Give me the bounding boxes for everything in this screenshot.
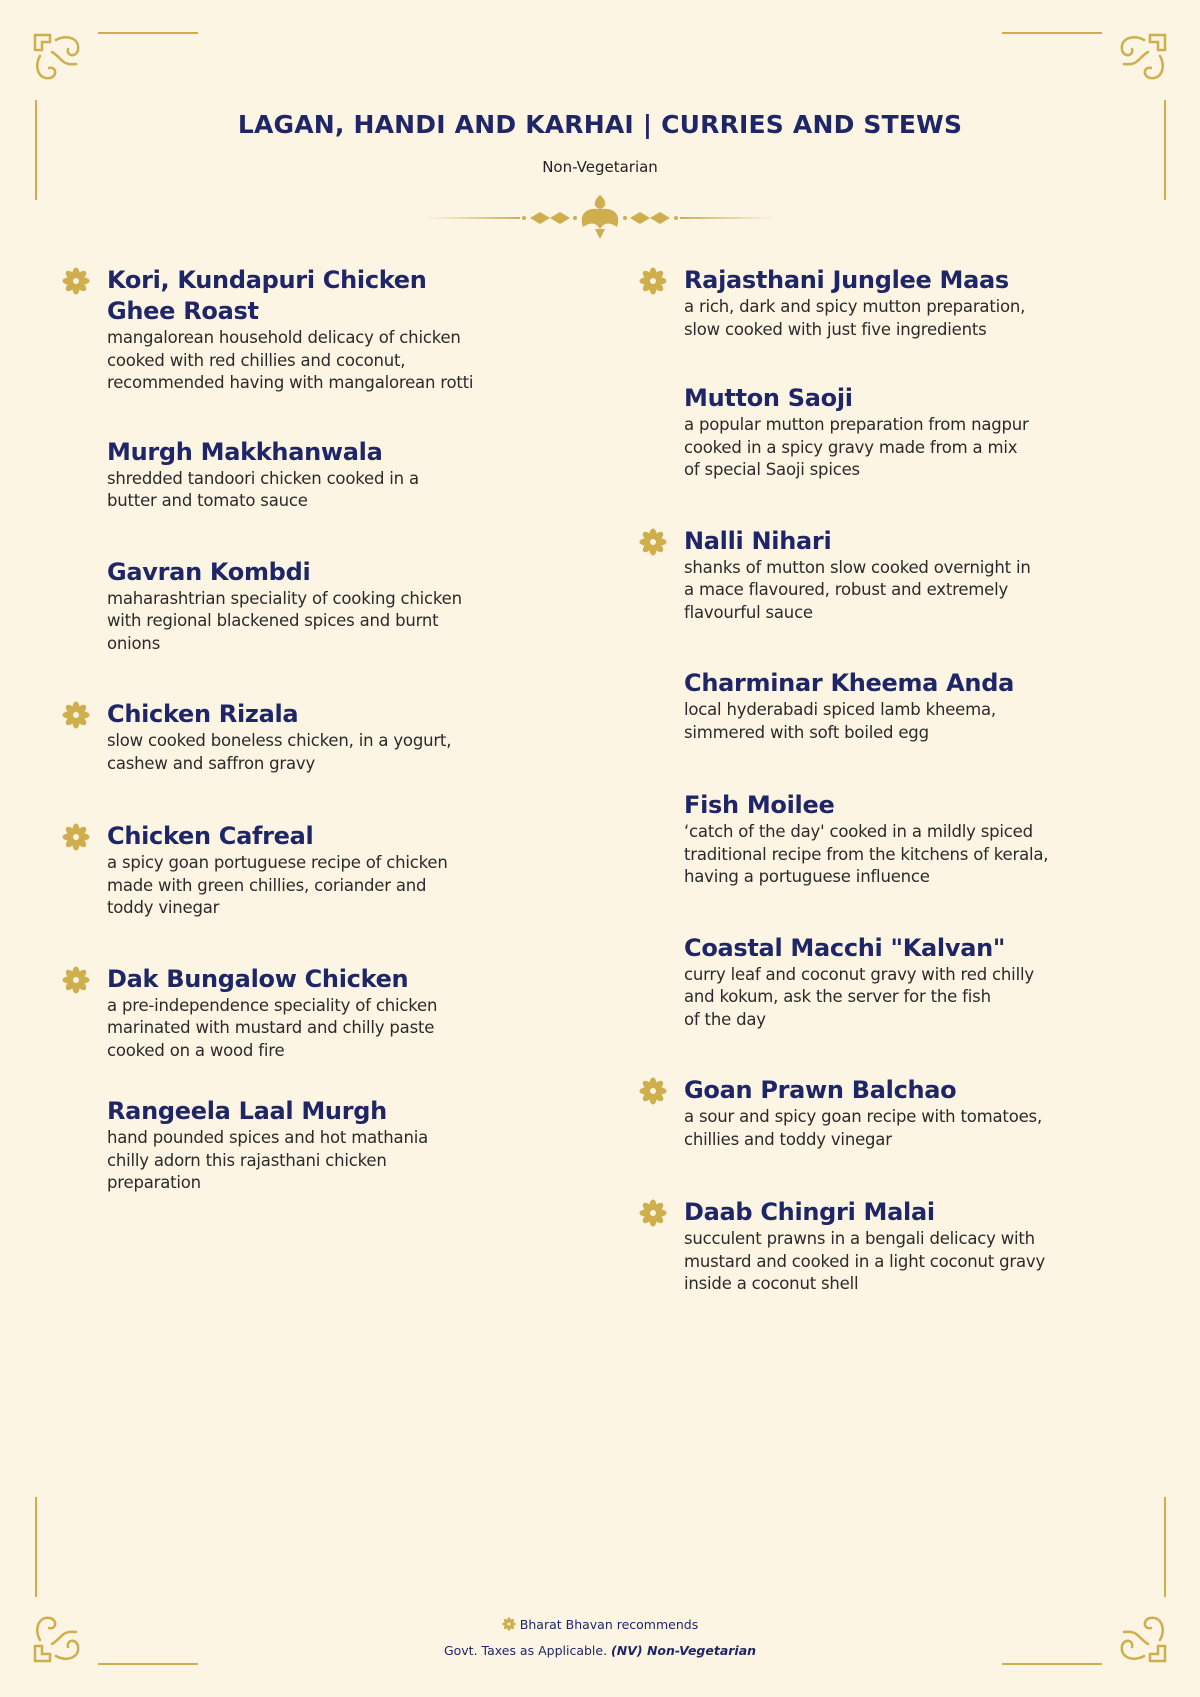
page-title: LAGAN, HANDI AND KARHAI | CURRIES AND STEWS (237, 110, 963, 139)
menu-column-right (684, 265, 1104, 1296)
menu-item-chicken-cafreal (107, 821, 527, 920)
menu-item-name: Goan Prawn Balchao (684, 1076, 957, 1104)
menu-item-description: maharashtrian speciality of cooking chicken with regional blackened spices and burnt onions (107, 588, 462, 653)
menu-item-description: ‘catch of the day' cooked in a mildly spiced traditional recipe from the kitchens of kerala, having a portuguese influence (684, 822, 1049, 886)
menu-item-name: Chicken Rizala (107, 700, 299, 728)
menu-item-name: Chicken Cafreal (107, 822, 314, 850)
menu-item-coastal-macchi-kalvan (684, 933, 1104, 1032)
menu-item-name: Coastal Macchi "Kalvan" (684, 933, 1006, 962)
frame-top-right-line (1002, 32, 1102, 34)
menu-item-description: a rich, dark and spicy mutton preparation, slow cooked with just five ingredients (684, 297, 1026, 339)
recommend-flower-icon (639, 1077, 667, 1105)
frame-top-left-line (98, 32, 198, 34)
frame-left-lower-line (35, 1497, 37, 1597)
menu-item-name: Murgh Makkhanwala (107, 437, 383, 466)
menu-item-description: a pre-independence speciality of chicken marinated with mustard and chilly paste cooked on a wood fire (107, 995, 438, 1060)
menu-item-name: Mutton Saoji (684, 384, 853, 412)
ornamental-divider-icon (425, 193, 775, 241)
recommend-flower-icon (62, 823, 90, 851)
menu-item-goan-prawn-balchao (684, 1075, 1104, 1151)
menu-item-description: slow cooked boneless chicken, in a yogurt, cashew and saffron gravy (107, 731, 452, 773)
menu-item-fish-moilee (684, 790, 1104, 889)
menu-item-name: Dak Bungalow Chicken (107, 964, 409, 993)
menu-item-description: a sour and spicy goan recipe with tomatoes, chillies and toddy vinegar (684, 1107, 1042, 1149)
tax-note-line (0, 1643, 1200, 1658)
menu-item-name: Kori, Kundapuri Chicken Ghee Roast (107, 266, 427, 325)
menu-item-description: a popular mutton preparation from nagpur cooked in a spicy gravy made from a mix of special Saoji spices (684, 415, 1029, 479)
menu-column-left (107, 265, 527, 1195)
menu-item-gavran-kombdi (107, 557, 527, 656)
corner-ornament-icon (1114, 32, 1168, 86)
recommend-flower-icon (639, 267, 667, 295)
frame-bottom-right-line (1002, 1663, 1102, 1665)
menu-item-name: Charminar Kheema Anda (684, 669, 1014, 697)
recommend-flower-icon (62, 267, 90, 295)
nv-legend: (NV) Non-Vegetarian (611, 1643, 757, 1658)
menu-item-description: curry leaf and coconut gravy with red chilly and kokum, ask the server for the fish of the day (684, 964, 1034, 1029)
menu-item-chicken-rizala (107, 699, 527, 775)
corner-ornament-icon (32, 32, 86, 86)
frame-bottom-left-line (98, 1663, 198, 1665)
menu-item-description: shredded tandoori chicken cooked in a butter and tomato sauce (107, 468, 419, 510)
recommend-flower-icon (639, 1199, 667, 1227)
menu-item-description: local hyderabadi spiced lamb kheema, simmered with soft boiled egg (684, 700, 996, 742)
menu-item-nalli-nihari (684, 526, 1104, 625)
menu-item-name: Gavran Kombdi (107, 557, 311, 586)
menu-item-name: Daab Chingri Malai (684, 1198, 935, 1226)
recommend-flower-icon (639, 528, 667, 556)
menu-item-kori-kundapuri-chicken-ghee-roast (107, 265, 527, 395)
menu-item-rajasthani-junglee-maas (684, 265, 1104, 341)
frame-right-lower-line (1164, 1497, 1166, 1597)
menu-item-name: Rangeela Laal Murgh (107, 1097, 387, 1125)
menu-item-description: a spicy goan portuguese recipe of chicken made with green chillies, coriander and toddy vinegar (107, 853, 448, 917)
menu-item-description: hand pounded spices and hot mathania chilly adorn this rajasthani chicken preparation (107, 1128, 429, 1192)
menu-item-name: Rajasthani Junglee Maas (684, 266, 1009, 294)
menu-item-mutton-saoji (684, 383, 1104, 482)
menu-item-charminar-kheema-anda (684, 668, 1104, 744)
page-subtitle: Non-Vegetarian (542, 158, 658, 176)
menu-item-name: Nalli Nihari (684, 526, 832, 555)
recommend-flower-icon (62, 966, 90, 994)
menu-item-description: mangalorean household delicacy of chicken cooked with red chillies and coconut, recommended having with mangalorean rotti (107, 328, 474, 392)
menu-item-daab-chingri-malai (684, 1197, 1104, 1296)
menu-item-description: shanks of mutton slow cooked overnight in a mace flavoured, robust and extremely flavourful sauce (684, 557, 1031, 622)
recommendation-legend (0, 1617, 1200, 1632)
menu-item-dak-bungalow-chicken (107, 964, 527, 1063)
recommend-flower-icon (62, 701, 90, 729)
recommend-flower-icon (502, 1617, 516, 1631)
menu-item-description: succulent prawns in a bengali delicacy with mustard and cooked in a light coconut gravy inside a coconut shell (684, 1229, 1046, 1293)
menu-item-name: Fish Moilee (684, 791, 835, 819)
menu-item-rangeela-laal-murgh (107, 1096, 527, 1195)
tax-note: Govt. Taxes as Applicable. (443, 1643, 608, 1658)
recommendation-note: Bharat Bhavan recommends (519, 1617, 699, 1632)
menu-item-murgh-makkhanwala (107, 437, 527, 513)
